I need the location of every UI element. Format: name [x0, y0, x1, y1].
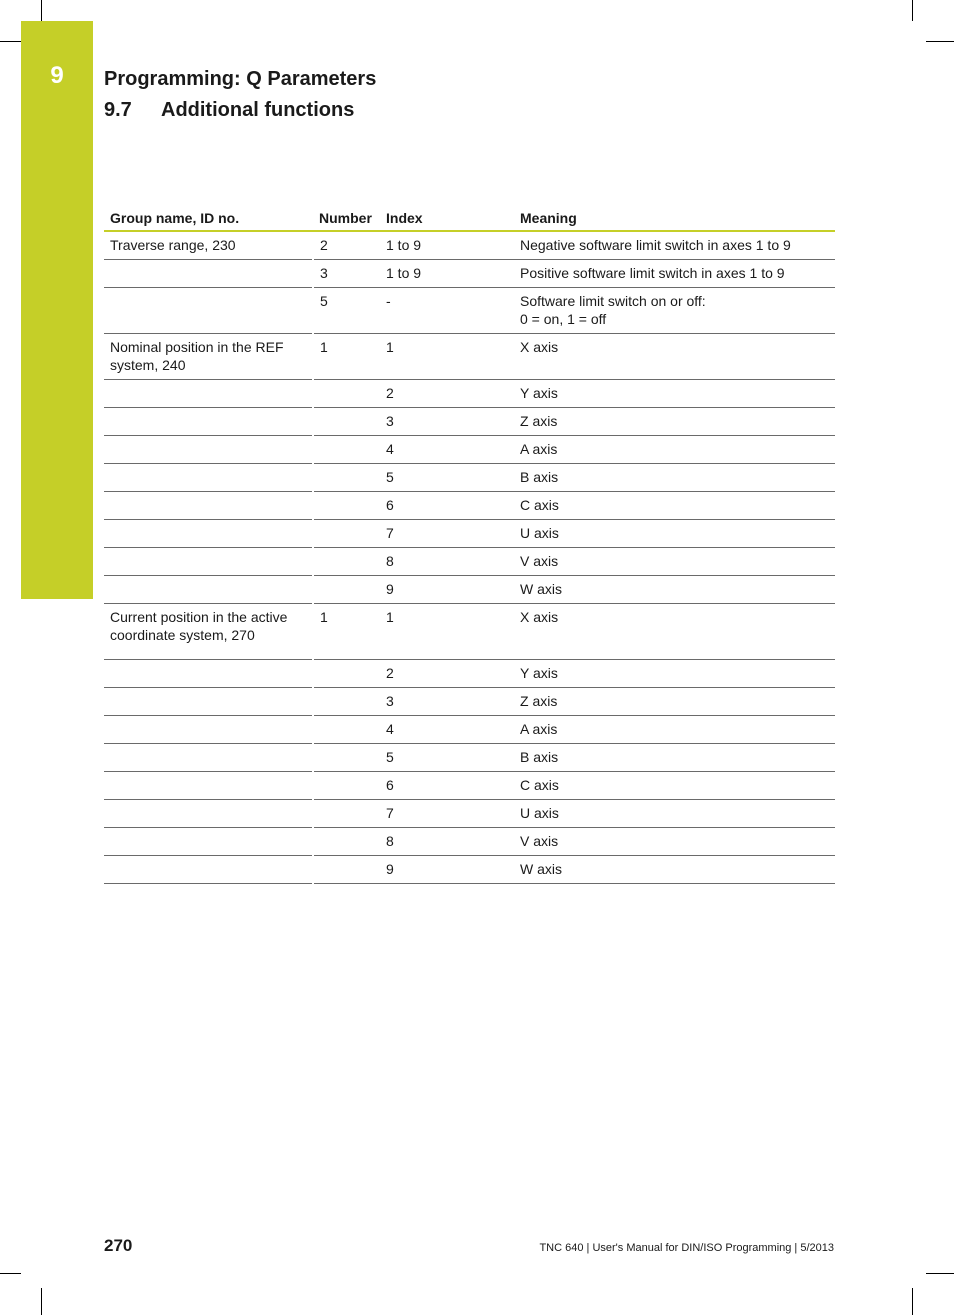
crop-mark — [41, 0, 42, 21]
cell-index: 8 — [380, 548, 514, 576]
cell-index: 4 — [380, 716, 514, 744]
cell-number — [313, 520, 380, 548]
cell-meaning: C axis — [514, 492, 835, 520]
cell-meaning: U axis — [514, 520, 835, 548]
cell-group: Current position in the active coordinate system, 270 — [104, 604, 313, 660]
cell-meaning: Y axis — [514, 380, 835, 408]
cell-group — [104, 288, 313, 334]
cell-index: 9 — [380, 856, 514, 884]
cell-number — [313, 548, 380, 576]
table-row — [104, 716, 835, 744]
crop-mark — [926, 41, 954, 42]
table-row — [104, 744, 835, 772]
cell-number — [313, 408, 380, 436]
section-title: Additional functions — [161, 99, 355, 121]
table-row — [104, 380, 835, 408]
cell-meaning: A axis — [514, 436, 835, 464]
cell-number — [313, 464, 380, 492]
cell-meaning: X axis — [514, 334, 835, 380]
parameter-table — [104, 207, 835, 884]
section-heading — [104, 99, 355, 122]
cell-group — [104, 548, 313, 576]
page-number: 270 — [104, 1236, 133, 1255]
column-header-index: Index — [380, 207, 514, 231]
table-row — [104, 464, 835, 492]
cell-group: Nominal position in the REF system, 240 — [104, 334, 313, 380]
cell-index: 1 — [380, 604, 514, 660]
cell-meaning: U axis — [514, 800, 835, 828]
cell-group — [104, 660, 313, 688]
table-row — [104, 548, 835, 576]
cell-number: 5 — [313, 288, 380, 334]
chapter-title: Programming: Q Parameters — [104, 68, 377, 90]
table-row — [104, 492, 835, 520]
table-row — [104, 436, 835, 464]
cell-group — [104, 380, 313, 408]
crop-mark — [912, 1288, 913, 1315]
cell-number: 1 — [313, 334, 380, 380]
cell-number — [313, 436, 380, 464]
cell-group — [104, 520, 313, 548]
cell-index: 3 — [380, 688, 514, 716]
cell-group — [104, 576, 313, 604]
table-row — [104, 828, 835, 856]
cell-number — [313, 716, 380, 744]
cell-number — [313, 380, 380, 408]
cell-index: 1 — [380, 334, 514, 380]
table-row — [104, 688, 835, 716]
cell-number: 3 — [313, 260, 380, 288]
cell-group — [104, 744, 313, 772]
table-row — [104, 576, 835, 604]
cell-number — [313, 660, 380, 688]
footer-text: TNC 640 | User's Manual for DIN/ISO Programming | 5/2013 — [539, 1242, 834, 1254]
table-row — [104, 334, 835, 380]
cell-number — [313, 828, 380, 856]
cell-group — [104, 436, 313, 464]
crop-mark — [0, 1273, 21, 1274]
cell-index: 6 — [380, 772, 514, 800]
crop-mark — [926, 1273, 954, 1274]
cell-index: 5 — [380, 744, 514, 772]
cell-number — [313, 744, 380, 772]
cell-meaning: Y axis — [514, 660, 835, 688]
cell-meaning: Software limit switch on or off: 0 = on, 1 = off — [514, 288, 835, 334]
cell-meaning: Positive software limit switch in axes 1 to 9 — [514, 260, 835, 288]
cell-index: 8 — [380, 828, 514, 856]
table-row — [104, 772, 835, 800]
cell-number — [313, 856, 380, 884]
cell-meaning: Negative software limit switch in axes 1 to 9 — [514, 231, 835, 260]
table-row — [104, 520, 835, 548]
cell-group — [104, 772, 313, 800]
cell-number: 2 — [313, 231, 380, 260]
column-header-group: Group name, ID no. — [104, 207, 313, 231]
cell-meaning: W axis — [514, 576, 835, 604]
table-header-row — [104, 207, 835, 231]
cell-number — [313, 688, 380, 716]
cell-index: 4 — [380, 436, 514, 464]
table-row — [104, 660, 835, 688]
cell-index: 9 — [380, 576, 514, 604]
cell-index: 7 — [380, 800, 514, 828]
cell-meaning: V axis — [514, 828, 835, 856]
cell-meaning: Z axis — [514, 408, 835, 436]
cell-meaning: X axis — [514, 604, 835, 660]
cell-index: 7 — [380, 520, 514, 548]
cell-index: 1 to 9 — [380, 260, 514, 288]
cell-index: 1 to 9 — [380, 231, 514, 260]
column-header-meaning: Meaning — [514, 207, 835, 231]
cell-group — [104, 492, 313, 520]
cell-number — [313, 800, 380, 828]
cell-group — [104, 856, 313, 884]
table-row — [104, 800, 835, 828]
cell-group — [104, 688, 313, 716]
cell-meaning: A axis — [514, 716, 835, 744]
cell-number — [313, 772, 380, 800]
crop-mark — [0, 41, 21, 42]
cell-group — [104, 260, 313, 288]
cell-index: 3 — [380, 408, 514, 436]
crop-mark — [912, 0, 913, 21]
cell-group — [104, 464, 313, 492]
cell-group — [104, 800, 313, 828]
cell-group — [104, 408, 313, 436]
cell-index: - — [380, 288, 514, 334]
table-row — [104, 231, 835, 260]
cell-index: 2 — [380, 660, 514, 688]
cell-index: 5 — [380, 464, 514, 492]
cell-meaning: Z axis — [514, 688, 835, 716]
cell-meaning: C axis — [514, 772, 835, 800]
cell-number — [313, 576, 380, 604]
table-body — [104, 231, 835, 884]
table-row — [104, 288, 835, 334]
cell-meaning: B axis — [514, 464, 835, 492]
table-row — [104, 260, 835, 288]
cell-group — [104, 716, 313, 744]
cell-index: 2 — [380, 380, 514, 408]
table-row — [104, 856, 835, 884]
column-header-number: Number — [313, 207, 380, 231]
cell-number — [313, 492, 380, 520]
cell-meaning: B axis — [514, 744, 835, 772]
cell-group — [104, 828, 313, 856]
table-row — [104, 604, 835, 660]
cell-group: Traverse range, 230 — [104, 231, 313, 260]
section-number: 9.7 — [104, 99, 132, 121]
chapter-number: 9 — [50, 62, 64, 89]
chapter-sidebar — [21, 21, 93, 599]
cell-meaning: V axis — [514, 548, 835, 576]
table-row — [104, 408, 835, 436]
cell-index: 6 — [380, 492, 514, 520]
cell-meaning: W axis — [514, 856, 835, 884]
cell-number: 1 — [313, 604, 380, 660]
crop-mark — [41, 1288, 42, 1315]
